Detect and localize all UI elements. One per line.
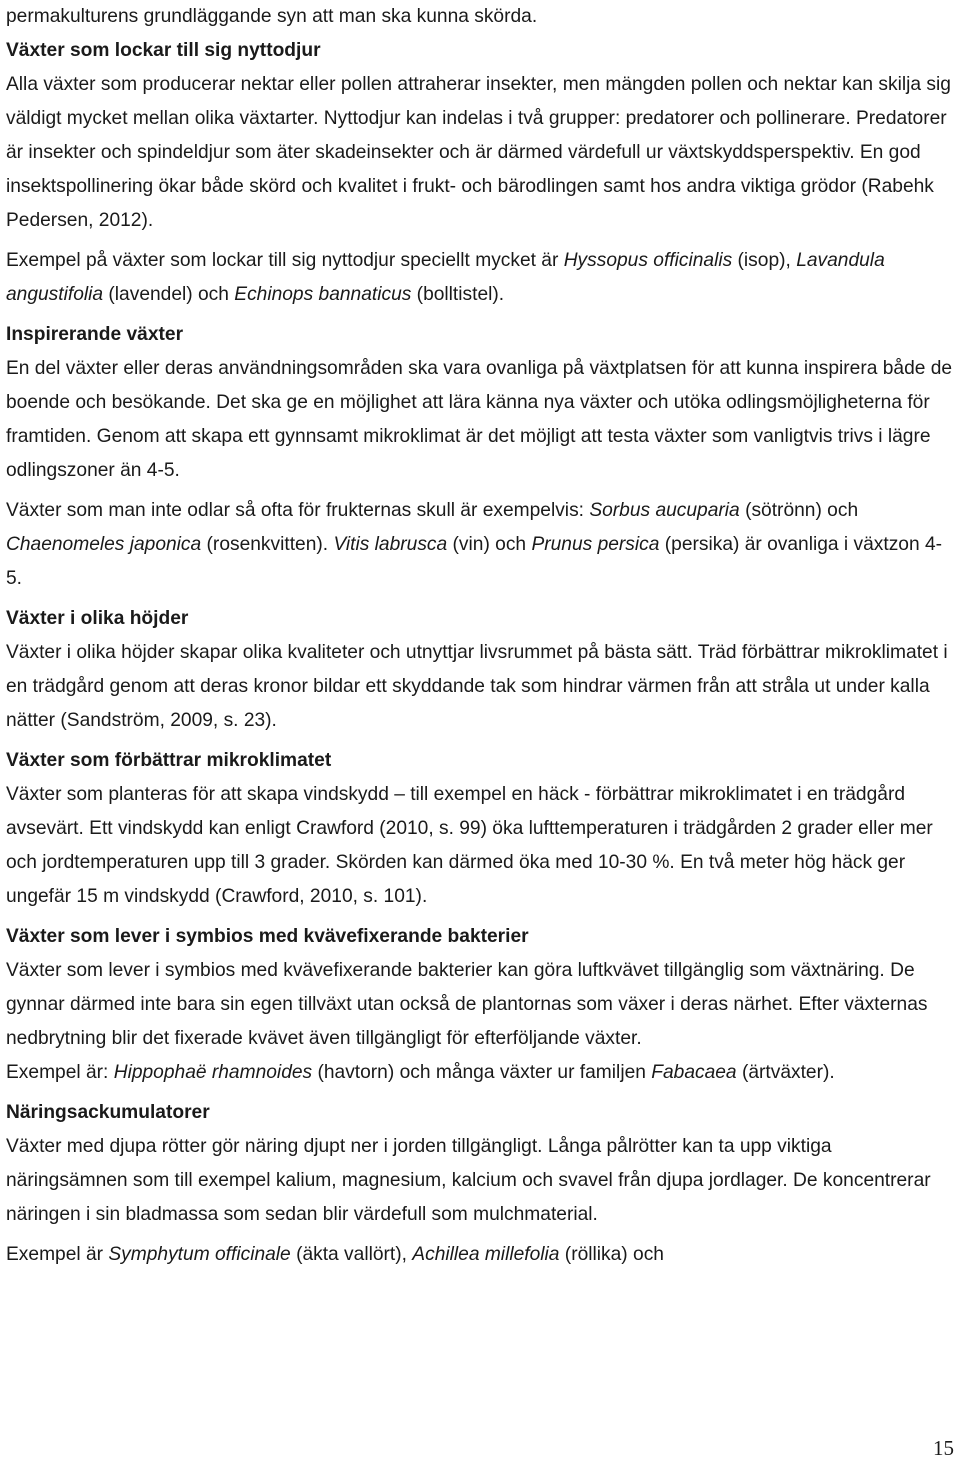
text-run: Alla växter som producerar nektar eller pollen attraherar insekter, men mängden pollen och nektar kan skilja sig väldigt mycket mellan olika växtarter. Nyttodjur kan indelas i två grupper: predatorer och pollinerare. Predatorer är insekter och spindeldjur som äter skadeinsekter och är därmed värdefull ur växtskyddsperspektiv. En god insektspollinering ökar både skörd och kvalitet i frukt- och bärodlingen samt hos andra viktiga grödor (Rabehk Pedersen, 2012).: [6, 74, 957, 231]
text-run: Växter som man inte odlar så ofta för frukternas skull är exempelvis:: [6, 500, 590, 521]
species-name: Achillea millefolia: [412, 1244, 560, 1265]
text-run: (lavendel) och: [103, 284, 235, 305]
species-name: Echinops bannaticus: [234, 284, 412, 305]
heading-symbios: Växter som lever i symbios med kvävefixerande bakterier: [6, 926, 529, 947]
text-run: (vin) och: [447, 534, 532, 555]
text-run: permakulturens grundläggande syn att man ska kunna skörda.: [6, 6, 538, 27]
species-name: Hippophaë rhamnoides: [113, 1062, 313, 1083]
heading-nyttodjur: Växter som lockar till sig nyttodjur: [6, 40, 321, 61]
text-run: (äkta vallört),: [290, 1244, 413, 1265]
text-run: (isop),: [732, 250, 797, 271]
para-symbios-1: [6, 954, 954, 1056]
species-name: Sorbus aucuparia: [589, 500, 740, 521]
para-naring-2: [6, 1238, 954, 1272]
intro-tail: [6, 0, 954, 34]
heading-hojder: Växter i olika höjder: [6, 608, 189, 629]
heading-mikroklimat: Växter som förbättrar mikroklimatet: [6, 750, 332, 771]
heading-naring: Näringsackumulatorer: [6, 1102, 210, 1123]
text-run: Växter med djupa rötter gör näring djupt ner i jorden tillgängligt. Långa pålrötter kan ta upp viktiga näringsämnen som till exempel kalium, magnesium, kalcium och svavel från djupa jordlager. De koncentrerar näringen i sin bladmassa som sedan blir värdefull som mulchmaterial.: [6, 1136, 936, 1225]
para-inspirerande-2: [6, 494, 954, 596]
para-hojder: [6, 636, 954, 738]
text-run: Exempel är:: [6, 1062, 114, 1083]
page-number: 15: [933, 1436, 954, 1460]
text-run: Växter i olika höjder skapar olika kvaliteter och utnyttjar livsrummet på bästa sätt. Träd förbättrar mikroklimatet i en trädgård genom att deras kronor bildar ett skyddande tak som hindrar värmen från att stråla ut under kalla nätter (Sandström, 2009, s. 23).: [6, 642, 953, 731]
text-run: (bolltistel).: [411, 284, 505, 305]
species-name: Symphytum officinale: [108, 1244, 291, 1265]
heading-inspirerande: Inspirerande växter: [6, 324, 184, 345]
text-run: Exempel är: [6, 1244, 109, 1265]
species-name: Vitis labrusca: [333, 534, 448, 555]
text-run: Växter som lever i symbios med kvävefixerande bakterier kan göra luftkvävet tillgänglig som växtnäring. De gynnar därmed inte bara sin egen tillväxt utan också de plantornas som växer i deras närhet. Efter växternas nedbrytning blir det fixerade kvävet även tillgängligt för efterföljande växter.: [6, 960, 933, 1049]
text-run: (rosenkvitten).: [201, 534, 334, 555]
species-name: Fabacaea: [651, 1062, 737, 1083]
para-inspirerande-1: [6, 352, 958, 488]
para-nyttodjur-1: [6, 68, 957, 238]
text-run: (ärtväxter).: [736, 1062, 835, 1083]
para-mikroklimat: [6, 778, 954, 914]
species-name: Prunus persica: [531, 534, 660, 555]
species-name: Chaenomeles japonica: [6, 534, 202, 555]
text-run: (havtorn) och många växter ur familjen: [312, 1062, 652, 1083]
species-name: Hyssopus officinalis: [563, 250, 733, 271]
document-page: [6, 0, 958, 1272]
para-symbios-2: [6, 1056, 954, 1090]
text-run: (sötrönn) och: [739, 500, 864, 521]
para-naring-1: [6, 1130, 954, 1232]
text-run: Exempel på växter som lockar till sig nyttodjur speciellt mycket är: [6, 250, 564, 271]
text-run: (persika) är ovanliga i växtzon 4-5.: [6, 534, 943, 589]
para-nyttodjur-2: [6, 244, 954, 312]
text-run: En del växter eller deras användningsområden ska vara ovanliga på växtplatsen för att kunna inspirera både de boende och besökande. Det ska ge en möjlighet att lära känna nya växter och utöka odlingsmöjligheterna för framtiden. Genom att skapa ett gynnsamt mikroklimat är det möjligt att testa växter som vanligtvis trivs i lägre odlingszoner än 4-5.: [6, 358, 958, 481]
text-run: (röllika) och: [559, 1244, 664, 1265]
species-name: Lavandula angustifolia: [6, 250, 885, 305]
text-run: Växter som planteras för att skapa vindskydd – till exempel en häck - förbättrar mikroklimatet i en trädgård avsevärt. Ett vindskydd kan enligt Crawford (2010, s. 99) öka lufttemperaturen i trädgården 2 grader eller mer och jordtemperaturen upp till 3 grader. Skörden kan därmed öka med 10-30 %. En två meter hög häck ger ungefär 15 m vindskydd (Crawford, 2010, s. 101).: [6, 784, 939, 907]
